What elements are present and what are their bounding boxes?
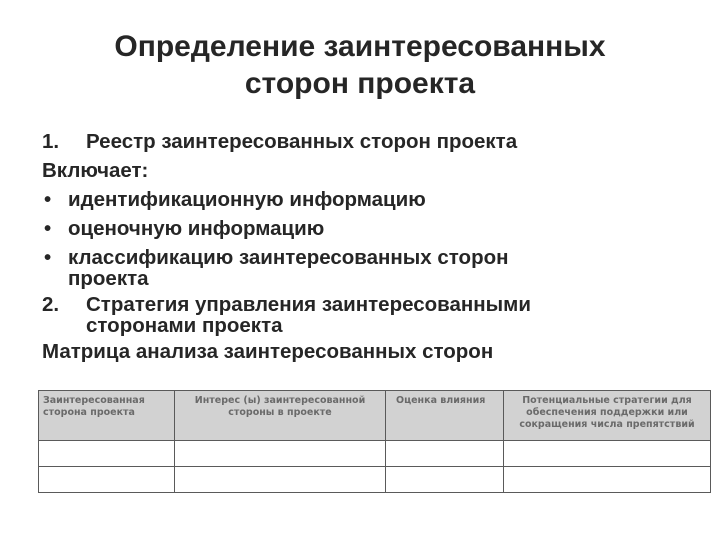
bullet-text: оценочную информацию xyxy=(68,217,325,240)
table-header-row xyxy=(39,391,711,441)
item-1-number: 1. xyxy=(42,130,60,153)
bullet-symbol: • xyxy=(44,246,52,269)
table-cell xyxy=(386,441,504,467)
item-2 xyxy=(42,290,682,319)
includes-label: Включает: xyxy=(42,159,149,182)
table-cell xyxy=(39,467,175,493)
title-line-1: Определение заинтересованных xyxy=(114,30,606,63)
slide-content xyxy=(42,127,682,366)
table-cell xyxy=(175,467,386,493)
table-row xyxy=(39,467,711,493)
table-cell xyxy=(504,467,711,493)
bullet-text: идентификационную информацию xyxy=(68,188,426,211)
matrix-label: Матрица анализа заинтересованных сторон xyxy=(42,340,494,363)
table-cell xyxy=(386,467,504,493)
header-influence: Оценка влияния xyxy=(386,391,504,441)
table-cell xyxy=(175,441,386,467)
item-2-number: 2. xyxy=(42,293,60,316)
title-line-2: сторон проекта xyxy=(244,67,476,100)
stakeholder-matrix-table xyxy=(38,390,711,493)
table-row xyxy=(39,441,711,467)
bullet-text: классификацию заинтересованных сторон xyxy=(68,246,509,269)
bullet-symbol: • xyxy=(44,188,52,211)
item-1 xyxy=(42,127,682,156)
slide-title xyxy=(40,28,680,102)
table-cell xyxy=(39,441,175,467)
header-strategies: Потенциальные стратегии для обеспечения поддержки или сокращения числа препятствий xyxy=(504,391,711,441)
header-stakeholder: Заинтересованная сторона проекта xyxy=(39,391,175,441)
item-2-text: Стратегия управления заинтересованными xyxy=(86,293,531,316)
bullet-3-continuation: проекта xyxy=(68,267,149,290)
bullet-item xyxy=(42,214,682,243)
bullet-item xyxy=(42,243,682,272)
table-cell xyxy=(504,441,711,467)
bullet-symbol: • xyxy=(44,217,52,240)
item-1-text: Реестр заинтересованных сторон проекта xyxy=(86,130,518,153)
header-interest: Интерес (ы) заинтересованной стороны в проекте xyxy=(175,391,386,441)
bullet-item xyxy=(42,185,682,214)
item-2-continuation: сторонами проекта xyxy=(86,314,283,337)
